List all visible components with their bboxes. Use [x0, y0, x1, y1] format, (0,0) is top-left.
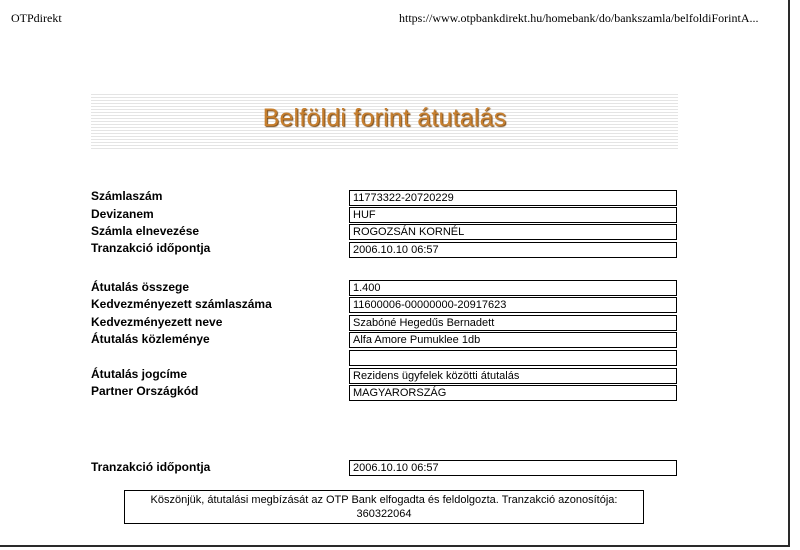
- confirmation-notice-text: Köszönjük, átutalási megbízását az OTP Bank elfogadta és feldolgozta. Tranzakció azonosítója:: [150, 494, 618, 506]
- transaction-id: 360322064: [356, 508, 412, 520]
- remark-field-1: Alfa Amore Pumuklee 1db: [349, 332, 677, 348]
- legal-basis-field: Rezidens ügyfelek közötti átutalás: [349, 368, 677, 384]
- account-number-label: Számlaszám: [91, 189, 163, 203]
- page-title: Belföldi forint átutalás: [262, 104, 507, 132]
- transaction-time-field: 2006.10.10 06:57: [349, 242, 677, 258]
- beneficiary-name-label: Kedvezményezett neve: [91, 315, 223, 329]
- remark-field-2: [349, 350, 677, 366]
- partner-country-label: Partner Országkód: [91, 384, 199, 398]
- footer-transaction-time-label: Tranzakció időpontja: [91, 460, 211, 474]
- account-name-field: ROGOZSÁN KORNÉL: [349, 224, 677, 240]
- beneficiary-name-field: Szabóné Hegedűs Bernadett: [349, 315, 677, 331]
- confirmation-notice: [124, 490, 644, 524]
- currency-label: Devizanem: [91, 207, 154, 221]
- legal-basis-label: Átutalás jogcíme: [91, 367, 188, 381]
- amount-label: Átutalás összege: [91, 280, 190, 294]
- account-number-field: 11773322-20720229: [349, 190, 677, 206]
- beneficiary-account-field: 11600006-00000000-20917623: [349, 297, 677, 313]
- print-header-app-name: OTPdirekt: [11, 11, 62, 25]
- currency-field: HUF: [349, 207, 677, 223]
- print-header-url: https://www.otpbankdirekt.hu/homebank/do/bankszamla/belfoldiForintA...: [399, 11, 759, 25]
- account-name-label: Számla elnevezése: [91, 224, 200, 238]
- transaction-time-label: Tranzakció időpontja: [91, 241, 211, 255]
- amount-field: 1.400: [349, 280, 677, 296]
- partner-country-field: MAGYARORSZÁG: [349, 385, 677, 401]
- beneficiary-account-label: Kedvezményezett számlaszáma: [91, 297, 272, 311]
- remark-label: Átutalás közleménye: [91, 332, 210, 346]
- footer-transaction-time-field: 2006.10.10 06:57: [349, 460, 677, 476]
